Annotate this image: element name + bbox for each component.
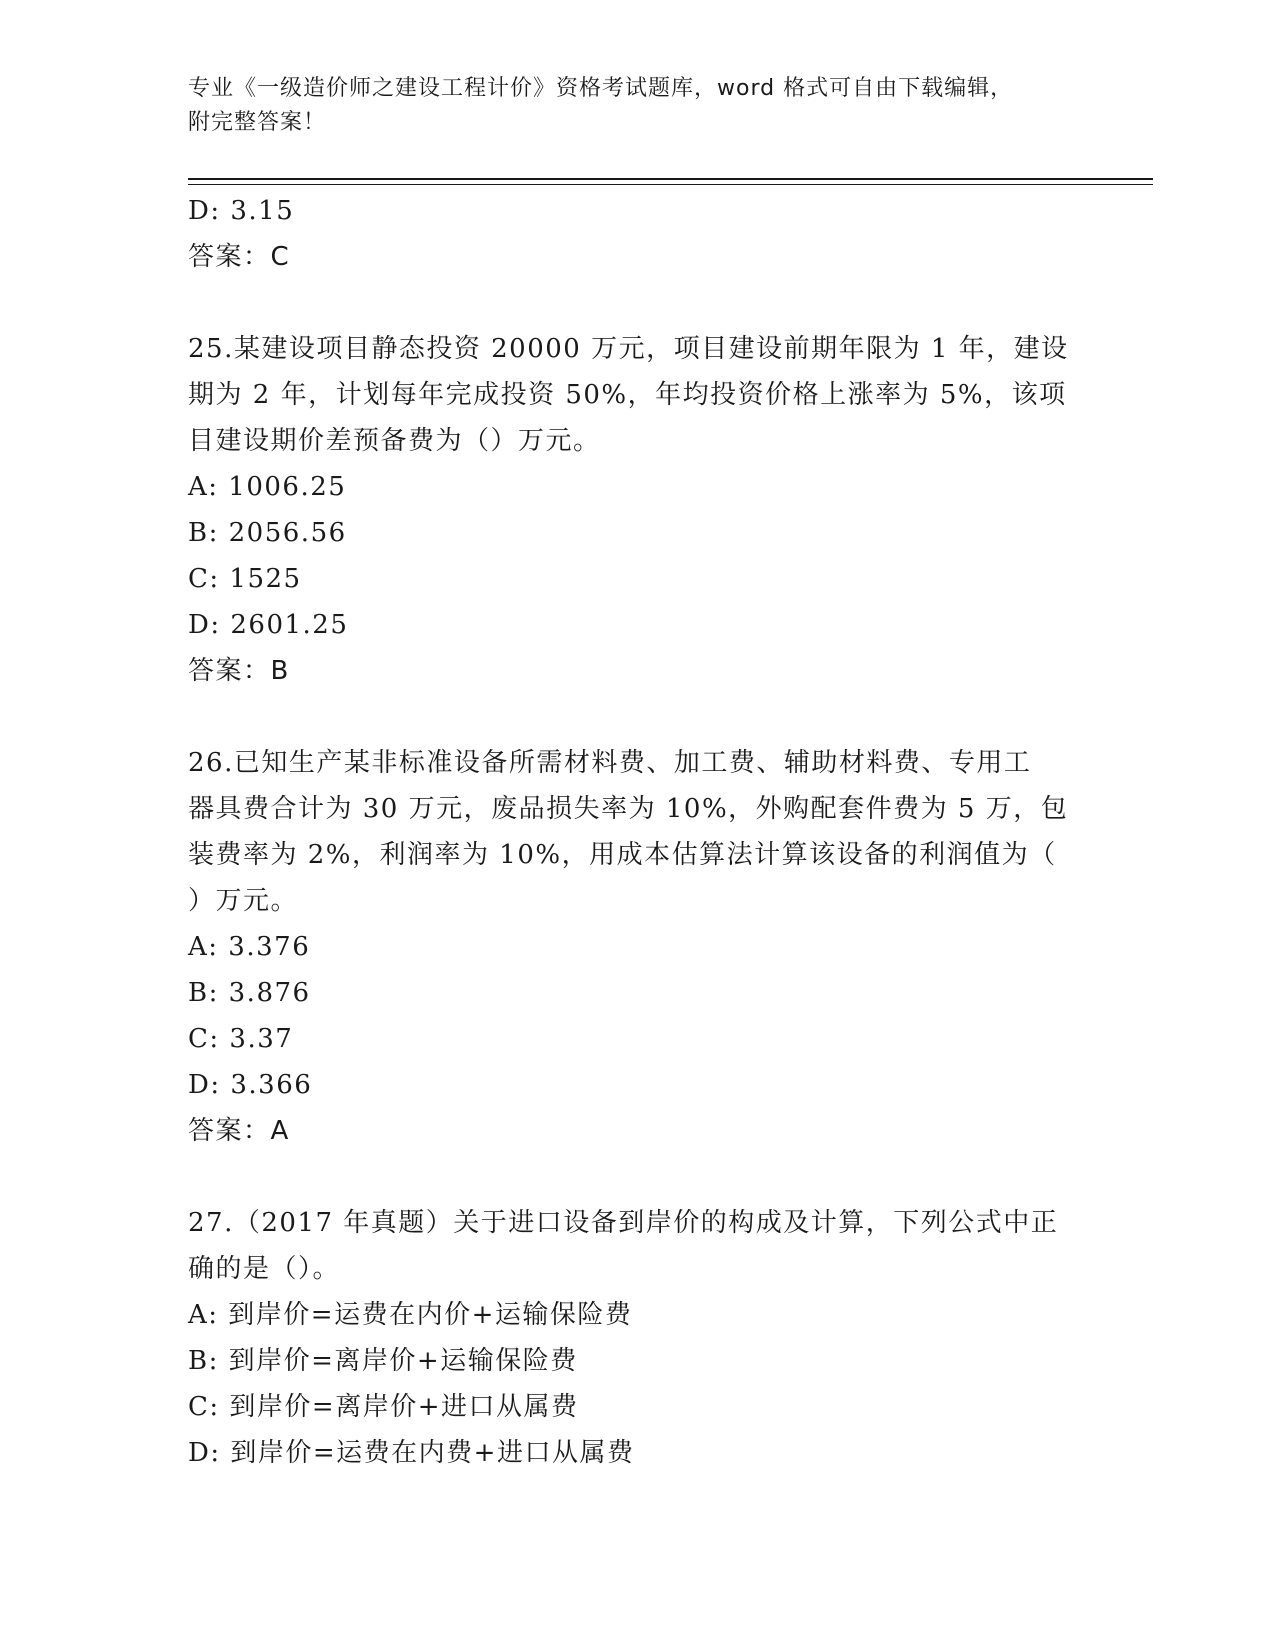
question-27-option-a: A: 到岸价=运费在内价+运输保险费	[188, 1300, 633, 1330]
question-27-option-d: D: 到岸价=运费在内费+进口从属费	[188, 1438, 635, 1468]
question-25-line-2: 期为 2 年，计划每年完成投资 50%，年均投资价格上涨率为 5%，该项	[188, 380, 1067, 410]
spacer	[188, 1154, 1088, 1200]
question-25-option-c: C: 1525	[188, 564, 302, 594]
question-26	[188, 740, 1088, 1154]
question-27-line-2: 确的是（）。	[188, 1254, 341, 1284]
question-26-option-c: C: 3.37	[188, 1024, 294, 1054]
question-25-option-b: B: 2056.56	[188, 518, 347, 548]
header-rule-thin	[188, 184, 1153, 185]
prev-option-d: D: 3.15	[188, 196, 295, 226]
question-25-option-a: A: 1006.25	[188, 472, 347, 502]
question-26-answer: 答案：A	[188, 1116, 290, 1146]
question-26-line-2: 器具费合计为 30 万元，废品损失率为 10%，外购配套件费为 5 万，包	[188, 794, 1069, 824]
question-25-option-d: D: 2601.25	[188, 610, 349, 640]
question-25-line-1: 25.某建设项目静态投资 20000 万元，项目建设前期年限为 1 年，建设	[188, 334, 1069, 364]
question-26-line-1: 26.已知生产某非标准设备所需材料费、加工费、辅助材料费、专用工	[188, 748, 1032, 778]
spacer	[188, 280, 1088, 326]
question-26-option-a: A: 3.376	[188, 932, 311, 962]
header-line-2: 附完整答案！	[188, 110, 327, 135]
question-27-option-c: C: 到岸价=离岸价+进口从属费	[188, 1392, 579, 1422]
question-26-line-3: 装费率为 2%，利润率为 10%，用成本估算法计算该设备的利润值为（	[188, 840, 1057, 870]
prev-answer: 答案：C	[188, 242, 291, 272]
question-25	[188, 326, 1088, 694]
header-rule-thick	[188, 178, 1153, 180]
spacer	[188, 694, 1088, 740]
question-25-answer: 答案：B	[188, 656, 290, 686]
question-25-line-3: 目建设期价差预备费为（）万元。	[188, 426, 601, 456]
header-line-1: 专业《一级造价师之建设工程计价》资格考试题库，word 格式可自由下载编辑，	[188, 76, 1014, 101]
question-27-option-b: B: 到岸价=离岸价+运输保险费	[188, 1346, 578, 1376]
question-27-line-1: 27.（2017 年真题）关于进口设备到岸价的构成及计算，下列公式中正	[188, 1208, 1059, 1238]
question-26-option-b: B: 3.876	[188, 978, 311, 1008]
question-26-line-4: ）万元。	[188, 886, 299, 916]
question-26-option-d: D: 3.366	[188, 1070, 313, 1100]
question-content	[188, 188, 1088, 1476]
page-header	[188, 72, 1088, 140]
question-27	[188, 1200, 1088, 1476]
